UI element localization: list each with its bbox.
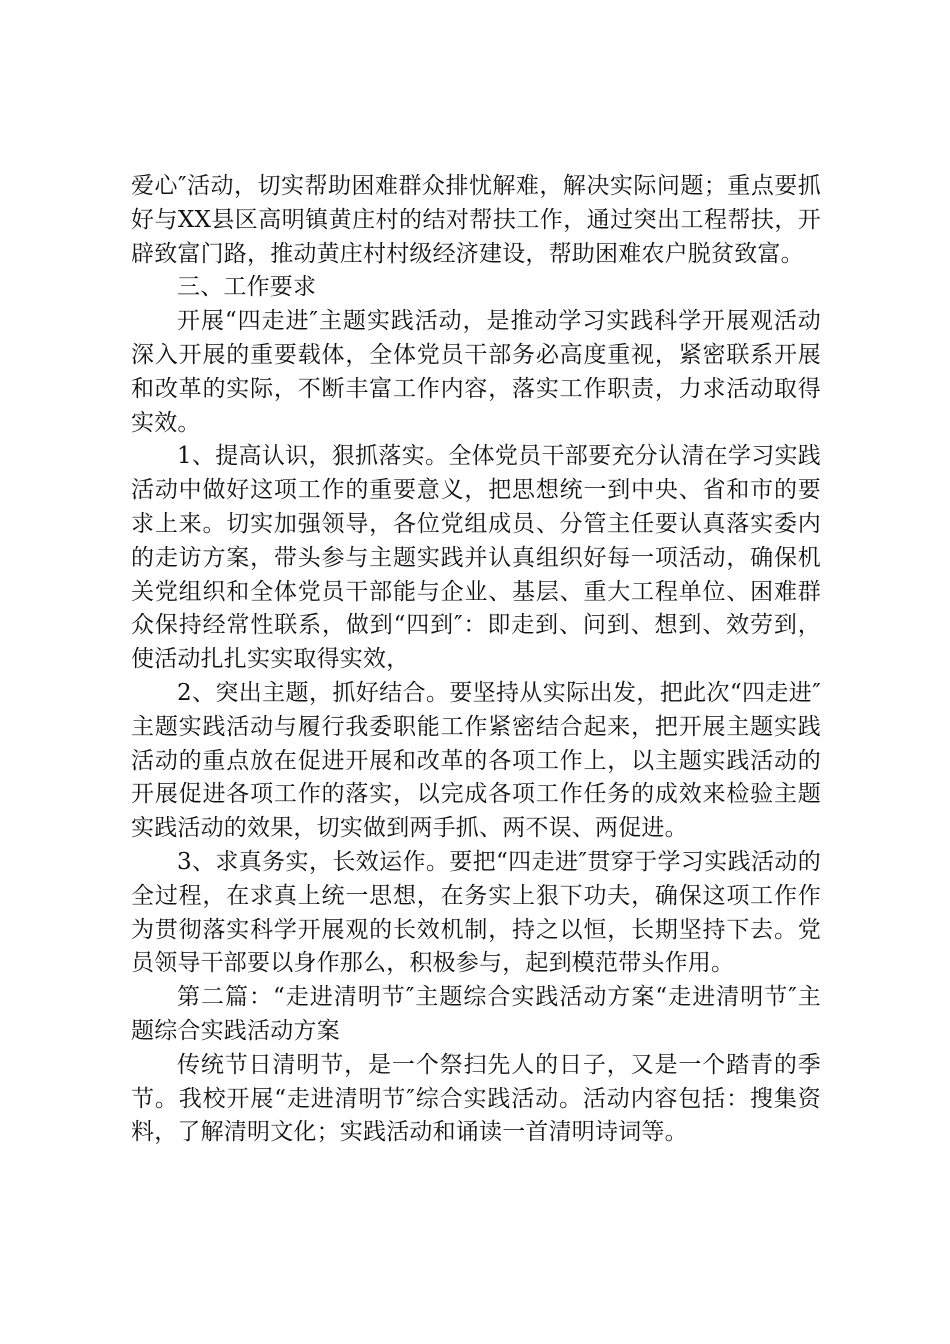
paragraph-intro: 开展“四走进″主题实践活动，是推动学习实践科学开展观活动深入开展的重要载体，全体党员干部务必高度重视，紧密联系开展和改革的实际，不断丰富工作内容，落实工作职责，力求活动取得实效。: [131, 308, 821, 436]
paragraph-item-1: 1、提高认识，狠抓落实。全体党员干部要充分认清在学习实践活动中做好这项工作的重要意义，把思想统一到中央、省和市的要求上来。切实加强领导，各位党组成员、分管主任要认真落实委内的走访方案，带头参与主题实践并认真组织好每一项活动，确保机关党组织和全体党员干部能与企业、基层、重大工程单位、困难群众保持经常性联系，做到“四到″：即走到、问到、想到、效劳到，使活动扎扎实实取得实效，: [131, 443, 821, 673]
paragraph-qingming: 传统节日清明节，是一个祭扫先人的日子，又是一个踏青的季节。我校开展“走进清明节″综合实践活动。活动内容包括：搜集资料，了解清明文化；实践活动和诵读一首清明诗词等。: [131, 1051, 821, 1146]
section-heading-work-requirements: 三、工作要求: [177, 274, 317, 301]
paragraph-continuation: 爱心″活动，切实帮助困难群众排忧解难，解决实际问题；重点要抓好与XX县区高明镇黄庄村的结对帮扶工作，通过突出工程帮扶，开辟致富门路，推动黄庄村村级经济建设，帮助困难农户脱贫致富。: [131, 173, 821, 267]
document-body: [131, 170, 821, 1150]
paragraph-item-2: 2、突出主题，抓好结合。要坚持从实际出发，把此次“四走进″主题实践活动与履行我委职能工作紧密结合起来，把开展主题实践活动的重点放在促进开展和改革的各项工作上，以主题实践活动的开展促进各项工作的落实，以完成各项工作任务的成效来检验主题实践活动的效果，切实做到两手抓、两不误、两促进。: [131, 679, 821, 842]
chapter-title-part-two: 第二篇：“走进清明节″主题综合实践活动方案“走进清明节″主题综合实践活动方案: [131, 984, 821, 1044]
paragraph-item-3: 3、求真务实，长效运作。要把“四走进″贯穿于学习实践活动的全过程，在求真上统一思想，在务实上狠下功夫，确保这项工作作为贯彻落实科学开展观的长效机制，持之以恒，长期坚持下去。党员领导干部要以身作那么，积极参与，起到模范带头作用。: [131, 848, 821, 977]
